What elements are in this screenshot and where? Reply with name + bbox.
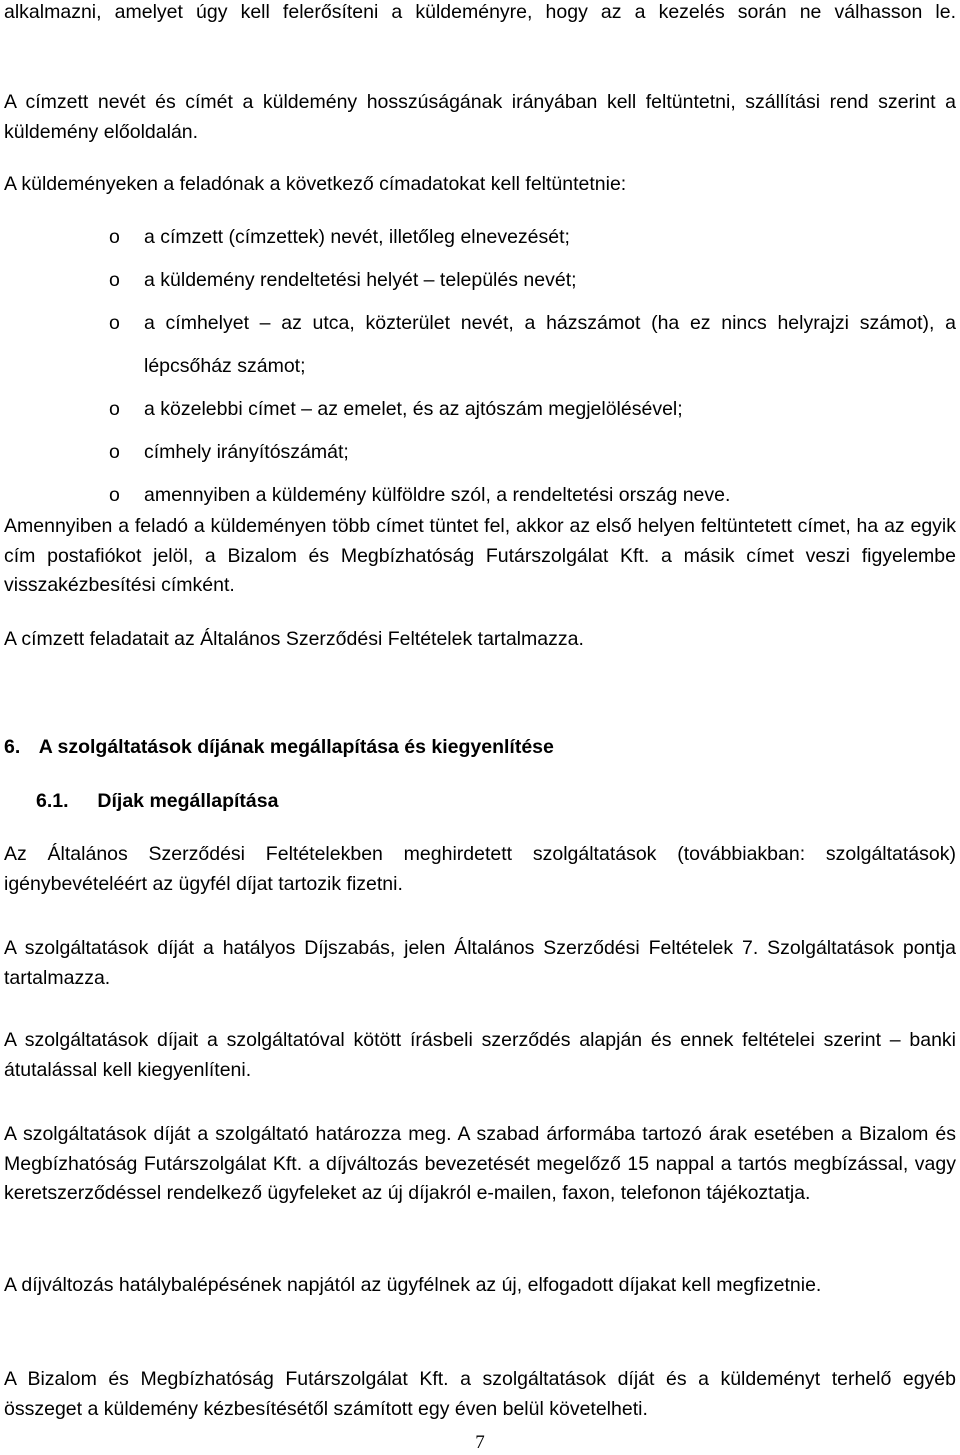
paragraph-fees-6: A Bizalom és Megbízhatóság Futárszolgálat Kft. a szolgáltatások díját és a küldeményt terhelő egyéb összeget a küldemény kézbesítésétől számított egy éven belül követelheti. [4,1368,956,1420]
list-item-text: a közelebbi címet – az emelet, és az ajtószám megjelölésével; [144,398,683,420]
list-item [4,302,956,388]
bullet-marker: o [109,398,120,420]
paragraph-sender-intro: A küldeményeken a feladónak a következő címadatokat kell feltüntetnie: [4,173,627,195]
list-item [4,388,956,431]
paragraph-multiple-addresses: Amennyiben a feladó a küldeményen több címet tüntet fel, akkor az első helyen feltüntetett címet, ha az egyik cím postafiókot jelöl, a Bizalom és Megbízhatóság Futárszolgálat Kft. a másik címet veszi figyelembe visszakézbesítési címként. [4,515,956,596]
paragraph-top [4,0,956,28]
subsection-heading [36,787,278,817]
list-item-text: a címzett (címzettek) nevét, illetőleg elnevezését; [144,226,570,248]
list-item-text: amennyiben a küldemény külföldre szól, a rendeltetési ország neve. [144,484,731,506]
bullet-marker: o [109,226,120,248]
paragraph-fees-5: A díjváltozás hatálybalépésének napjától az ügyfélnek az új, elfogadott díjakat kell megfizetnie. [4,1274,822,1296]
paragraph-fees-3: A szolgáltatások díjait a szolgáltatóval kötött írásbeli szerződés alapján és ennek feltételei szerint – banki átutalással kell kiegyenlíteni. [4,1029,956,1081]
section-heading-text: A szolgáltatások díjának megállapítása és kiegyenlítése [38,736,554,758]
list-item [4,474,956,517]
list-item-text: a küldemény rendeltetési helyét – település nevét; [144,269,577,291]
list-item [4,216,956,259]
paragraph-fees-1: Az Általános Szerződési Feltételekben meghirdetett szolgáltatások (továbbiakban: szolgáltatások) igénybevételéért az ügyfél díjat tartozik fizetni. [4,843,956,895]
bullet-marker: o [109,484,120,506]
list-item [4,259,956,302]
paragraph-recipient-tasks: A címzett feladatait az Általános Szerződési Feltételek tartalmazza. [4,628,584,650]
bullet-marker: o [109,441,120,463]
paragraph-fees-4: A szolgáltatások díját a szolgáltató határozza meg. A szabad árformába tartozó árak esetében a Bizalom és Megbízhatóság Futárszolgálat Kft. a díjváltozás bevezetését megelőző 15 nappal a tartós megbízással, vagy keretszerződéssel rendelkező ügyfeleket az új díjakról e-mailen, faxon, telefonon tájékoztatja. [4,1123,956,1204]
subsection-heading-text: Díjak megállapítása [97,790,279,812]
bullet-marker: o [109,269,120,291]
paragraph-address-placement: A címzett nevét és címét a küldemény hosszúságának irányában kell feltüntetni, szállítási rend szerint a küldemény előoldalán. [4,91,956,143]
address-data-list [4,216,956,517]
page-number: 7 [475,1432,485,1453]
list-item [4,431,956,474]
paragraph-top-text: alkalmazni, amelyet úgy kell felerősíteni a küldeményre, hogy az a kezelés során ne válhasson le. [4,1,956,23]
paragraph-fees-2: A szolgáltatások díját a hatályos Díjszabás, jelen Általános Szerződési Feltételek 7. Szolgáltatások pontja tartalmazza. [4,937,956,989]
section-heading-number: 6. [4,736,21,758]
list-item-text: címhely irányítószámát; [144,441,349,463]
bullet-marker: o [109,312,120,334]
section-heading [4,733,554,763]
list-item-text: a címhelyet – az utca, közterület nevét, a házszámot (ha ez nincs helyrajzi számot), a lépcsőház számot; [144,312,956,377]
subsection-heading-number: 6.1. [36,790,69,812]
